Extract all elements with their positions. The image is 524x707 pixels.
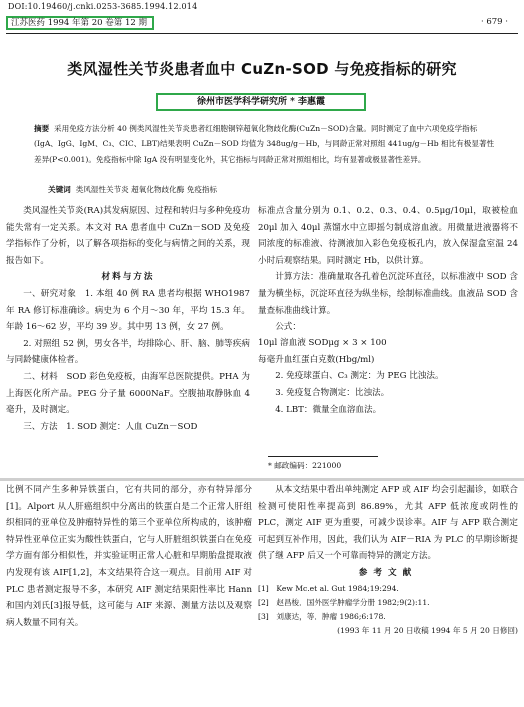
subjects-paragraph: 一、研究对象 1. 本组 40 例 RA 患者均根据 WHO1987 年 RA 修订标准确诊。病史为 6 个月～30 年，平均 15.3 年。年龄 16～62 岁，平均 39 岁。其中男 13 例，女 27 例。 bbox=[6, 288, 250, 333]
formula-denominator: 每毫升血红蛋白克数(Hbg/ml) bbox=[258, 354, 375, 365]
postal-code-footnote: * 邮政编码：221000 bbox=[268, 461, 342, 470]
method-3-item: 3. 免疫复合物测定：比浊法。 bbox=[275, 387, 390, 398]
abstract-label: 摘要 bbox=[34, 124, 50, 133]
abstract-text: 采用免疫方法分析 40 例类风湿性关节炎患者红细胞铜锌超氧化物歧化酶(CuZn－SOD)含量。同时测定了血中六项免疫学指标(IgA、IgG、IgM、C₃、CIC、LBT)结果表明 CuZn－SOD 均值为 348ug/g－Hb，与同龄正常对照组 441ug/g－Hb 相比有极显著性差异(P<0.001)。免疫指标中除 IgA 没有明显变化外，其它指标与同龄正常对照组相比，均有显著或极显著性差异。 bbox=[34, 124, 495, 164]
formula-numerator: 10μl 溶血液 SODμg × 3 × 100 bbox=[258, 338, 387, 349]
header-rule bbox=[6, 33, 518, 34]
footnote-rule bbox=[268, 456, 378, 457]
abstract bbox=[34, 121, 496, 167]
formula bbox=[258, 319, 518, 335]
intro-paragraph: 类风湿性关节炎(RA)其发病原因、过程和转归与多种免疫功能失常有一定关系。本文对 RA 患者血中 CuZn－SOD 及免疫学指标作了分析，以了解各项指标的变化与病情之间的关系，现报告如下。 bbox=[6, 206, 250, 266]
keywords-text: 类风湿性关节炎 超氧化物歧化酶 免疫指标 bbox=[75, 185, 218, 194]
reference-item: [2] 赵昌梭．国外医学肿瘤学分册 1982;9(2):11. bbox=[258, 597, 430, 607]
column-2 bbox=[258, 203, 518, 418]
methods-heading: 材料与方法 bbox=[101, 272, 155, 283]
reference-item: [1] Kew Mc.et al. Gut 1984;19:294. bbox=[258, 583, 399, 593]
journal-citation: 江苏医药 1994 年第 20 卷第 12 期 bbox=[6, 16, 154, 30]
sod-procedure-paragraph: 标准点含量分别为 0.1、0.2、0.3、0.4、0.5μg/10μl，取被检血 20μl 加入 40μl 蒸馏水中立即摇匀制成溶血液。用微量进液器将不同浓度的标准液、待测液加入彩色免疫板孔内，放入保湿盒室温 24 小时后观察结果。同时测定 Hb，以供计算。 bbox=[258, 206, 518, 266]
keywords-label: 关键词 bbox=[48, 185, 71, 194]
calculation-paragraph: 计算方法：准确量取各孔着色沉淀环直径，以标准液中 SOD 含量为横坐标，沉淀环直径为纵坐标，绘制标准曲线。血液品 SOD 含量查标准曲线计算。 bbox=[258, 272, 518, 316]
discussion-paragraph: 比例不同产生多种异铁蛋白，它有共同的部分，亦有特异部分[1]。Alport 从人肝癌组织中分离出的铁蛋白是二个正常人肝组织相同的亚单位及肿瘤特异性的第三个亚单位所构成的，该肿瘤特异性亚单位正实为酸性铁蛋白，它与人肝脏组织铁蛋白在免疫学方面有部分相似性，并实验证明正常人心脏和早期胎盘提取液内发现有该 AIF[1,2]，本文结果符合这一观点。目前用 AIF 对 PLC 患者测定报导不多，本研究 AIF 测定结果阳性率比 Hann 和国内刘氏[3]报导低，这可能与 AIF 来源、测量方法以及观察病人数量不同有关。 bbox=[6, 485, 252, 628]
reference-item: [3] 刘康达，等．肿瘤 1986;6:178. bbox=[258, 611, 386, 621]
page-number: · 679 · bbox=[480, 17, 508, 27]
keywords bbox=[48, 184, 217, 195]
method-4-item: 4. LBT：微量全血溶血法。 bbox=[275, 404, 382, 415]
page-break-divider bbox=[0, 478, 524, 481]
author-affiliation: 徐州市医学科学研究所 * 李惠霞 bbox=[156, 93, 366, 111]
formula-label: 公式： bbox=[275, 322, 301, 333]
column-4 bbox=[258, 482, 518, 638]
column-1 bbox=[6, 203, 250, 435]
paper-title: 类风湿性关节炎患者血中 CuZn-SOD 与免疫指标的研究 bbox=[67, 60, 457, 78]
conclusion-paragraph: 从本文结果中看出单纯测定 AFP 或 AIF 均会引起漏诊，如联合检测可使阳性率提高到 86.89%，尤其 AFP 低浓度或阴性的 PLC，测定 AIF 更为重要，可减少误诊率。AIF 与 AFP 联合测定可起到互补作用，因此，我们认为 AIF－RIA 为 PLC 的早期诊断提供了继 AFP 后又一个可靠而特异的测定方法。 bbox=[258, 485, 518, 562]
doi-line: DOI:10.19460/j.cnki.0253-3685.1994.12.014 bbox=[8, 2, 198, 11]
references-heading: 参考文献 bbox=[358, 567, 418, 578]
controls-paragraph: 2. 对照组 52 例，男女各半，均排除心、肝、脑、肺等疾病与同龄健康体检者。 bbox=[6, 338, 250, 366]
method-2-item: 2. 免疫球蛋白、C₃ 测定：为 PEG 比浊法。 bbox=[275, 371, 444, 382]
column-3 bbox=[6, 482, 252, 631]
method-1-paragraph: 三、方法 1. SOD 测定：人血 CuZn－SOD bbox=[23, 421, 198, 432]
materials-paragraph: 二、材料 SOD 彩色免疫板，由海军总医院提供。PHA 为上海医化所产品。PEG 分子量 6000NaF。空腹抽取静脉血 4 毫升，及时测定。 bbox=[6, 371, 250, 416]
received-date: (1993 年 11 月 20 日收稿 1994 年 5 月 20 日修回) bbox=[337, 625, 518, 635]
